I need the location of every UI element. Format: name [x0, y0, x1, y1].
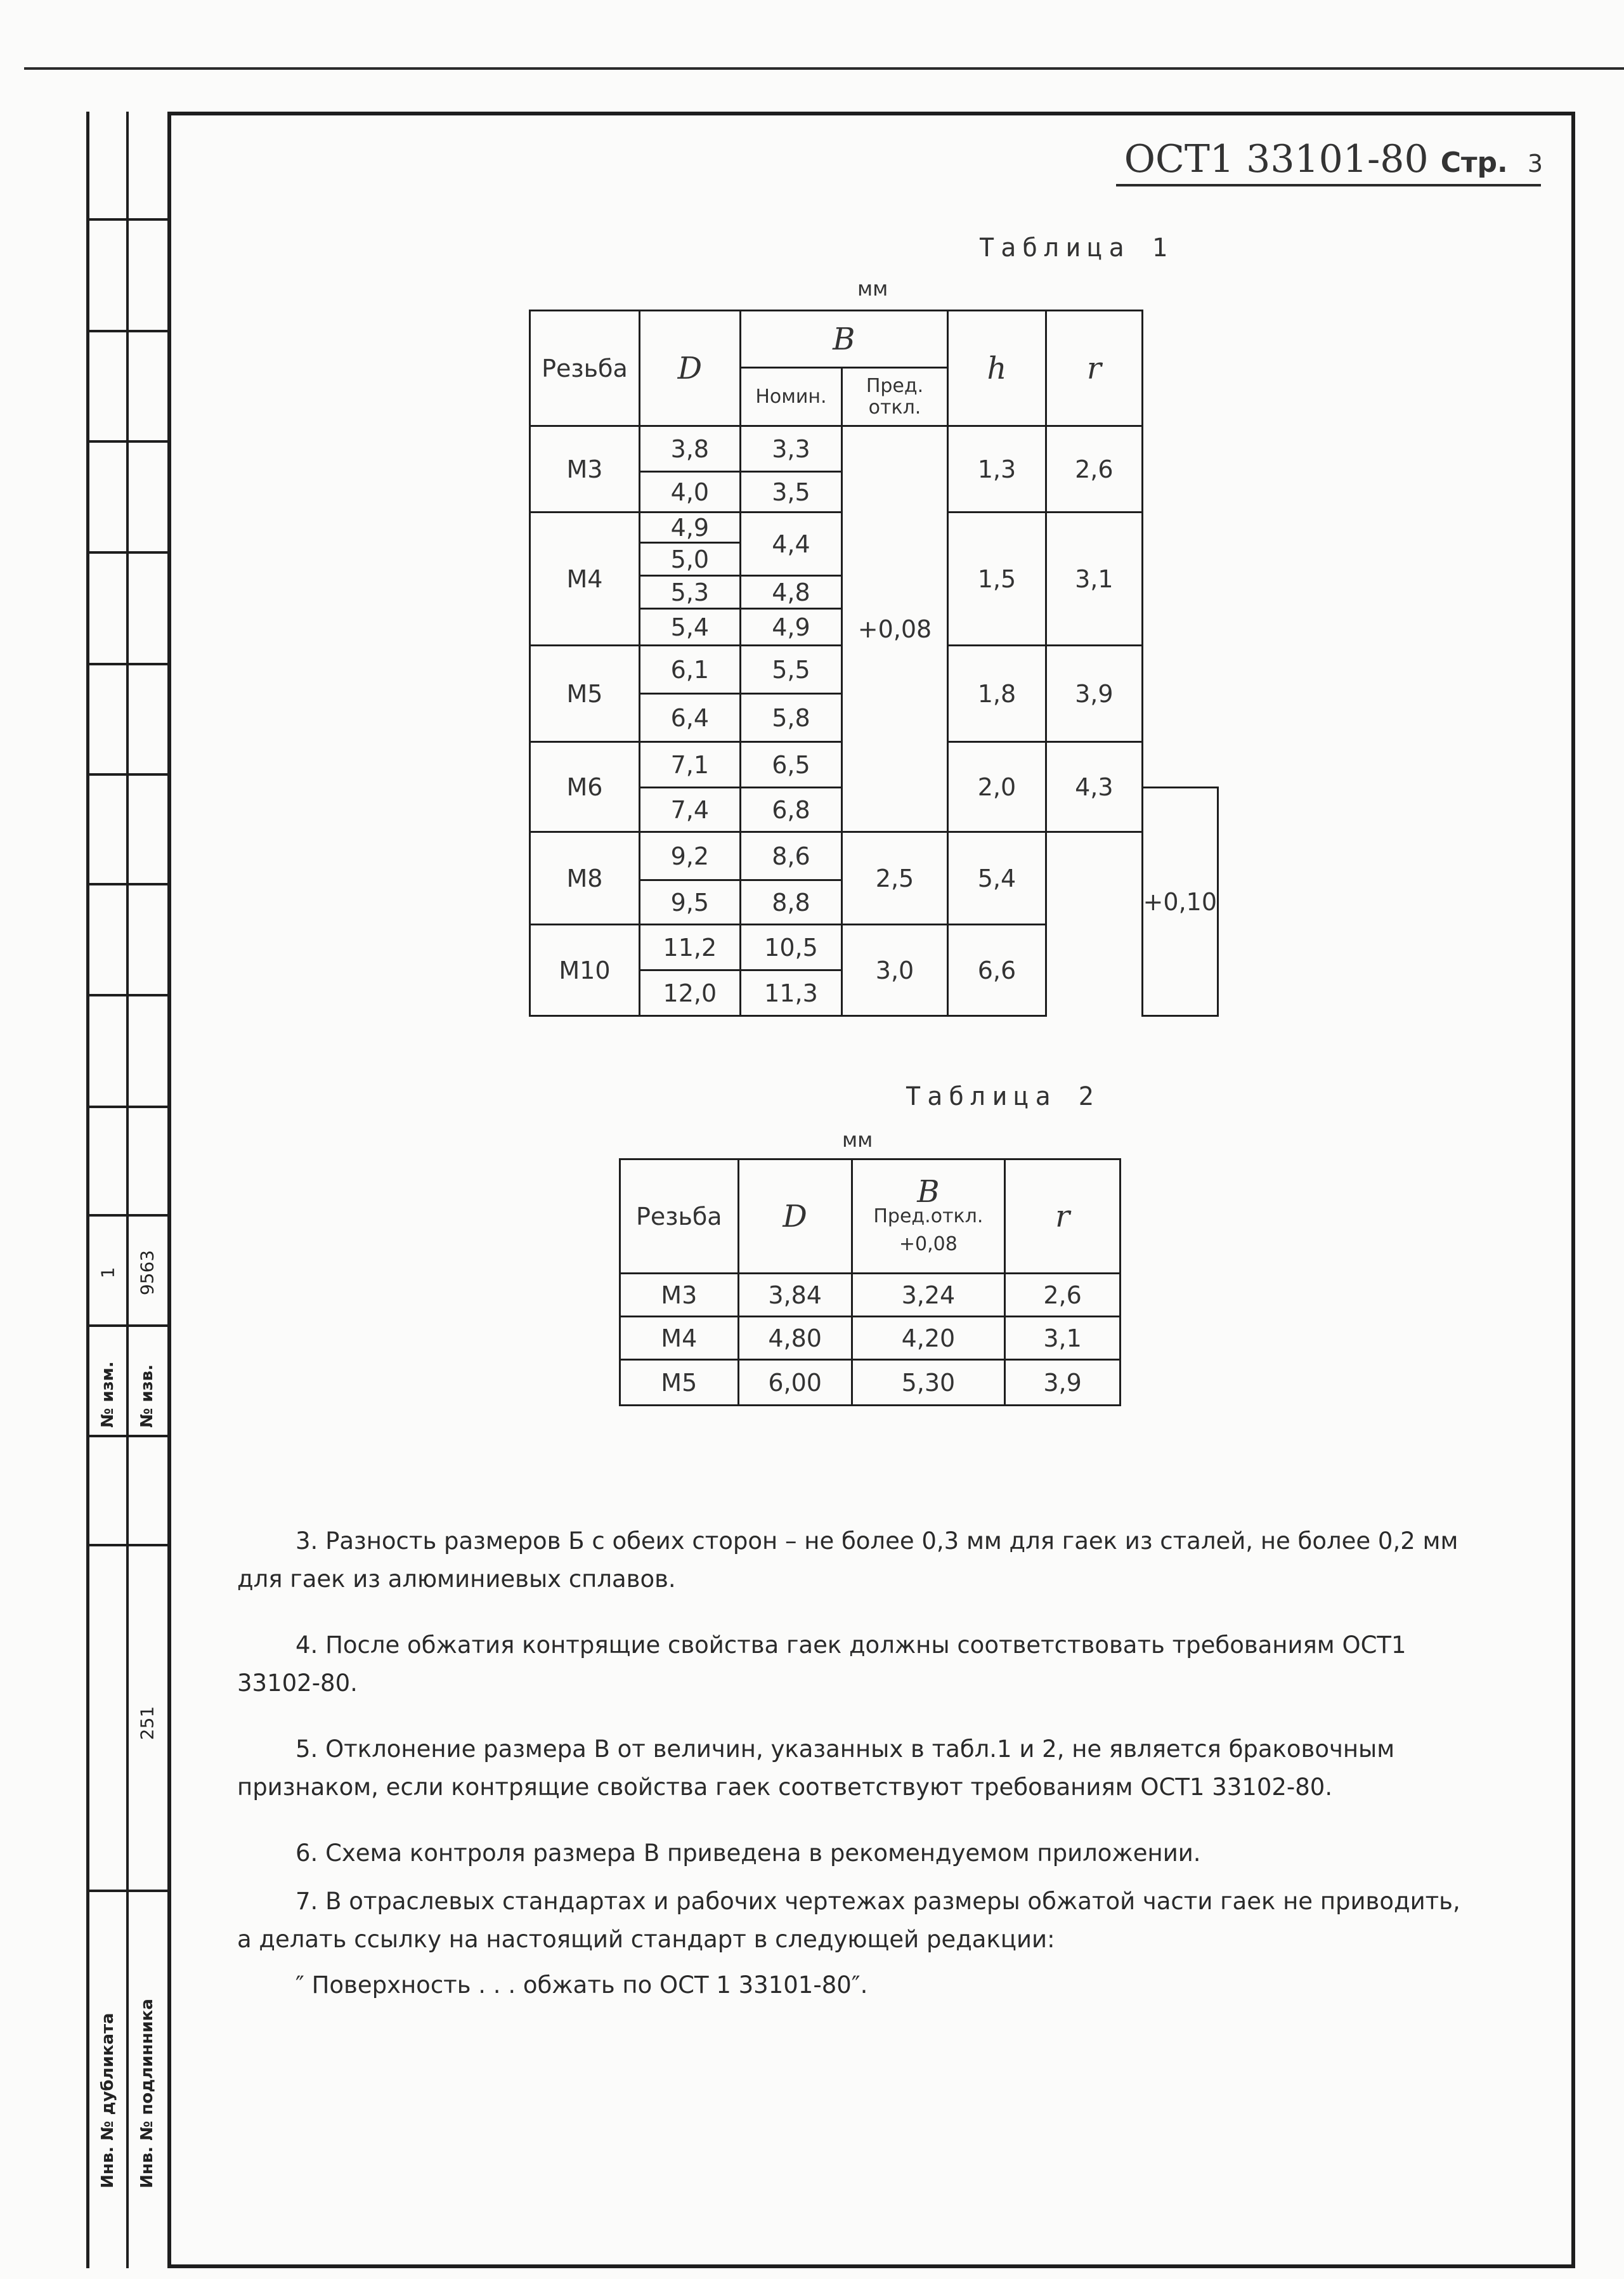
t2-d: 4,80	[738, 1317, 852, 1360]
t1-d: 5,0	[639, 543, 740, 576]
t1-d: 5,4	[639, 609, 740, 646]
t1-header-nomin: Номин.	[740, 368, 841, 426]
t2-header-rezba: Резьба	[620, 1159, 739, 1274]
table1-caption: Таблица 1	[979, 233, 1174, 263]
t1-r: 2,6	[1046, 426, 1142, 513]
t1-r: 4,3	[1046, 742, 1142, 832]
t1-h: 1,8	[947, 646, 1046, 742]
t1-h: 1,3	[947, 426, 1046, 513]
margin-izm-value: 1	[97, 1267, 119, 1279]
margin-rule	[86, 551, 167, 554]
margin-rule	[86, 1214, 167, 1217]
t1-r: 3,1	[1046, 513, 1142, 646]
t1-d: 4,0	[639, 472, 740, 513]
body-text	[237, 1522, 1467, 2032]
t1-d: 7,1	[639, 742, 740, 788]
table2-caption: Таблица 2	[906, 1082, 1100, 1111]
t2-b: 4,20	[852, 1317, 1004, 1360]
header-underline	[1116, 184, 1541, 186]
t1-d: 11,2	[639, 925, 740, 970]
t2-r: 2,6	[1005, 1274, 1121, 1317]
t1-rezba: M8	[530, 832, 640, 925]
t1-nomin: 4,8	[740, 576, 841, 609]
t1-h: 2,0	[947, 742, 1046, 832]
t1-d: 3,8	[639, 426, 740, 472]
margin-izv-value: 9563	[136, 1250, 158, 1296]
table1	[529, 310, 1219, 1017]
t2-d: 3,84	[738, 1274, 852, 1317]
margin-rule	[86, 1106, 167, 1108]
t1-nomin: 3,3	[740, 426, 841, 472]
t1-d: 4,9	[639, 513, 740, 543]
t2-header-d: D	[738, 1159, 852, 1274]
t1-nomin: 8,6	[740, 832, 841, 880]
paragraph-5: 5. Отклонение размера В от величин, указанных в табл.1 и 2, не является браковочным признаком, если контрящие свойства гаек соответствуют требованиям ОСТ1 33102-80.	[237, 1735, 1395, 1801]
t1-pred-2: +0,10	[1142, 788, 1218, 1016]
margin-rule	[86, 773, 167, 776]
t1-d: 12,0	[639, 970, 740, 1016]
t1-pred-1: +0,08	[842, 426, 948, 832]
t2-header-tol: +0,08	[899, 1232, 958, 1255]
page-top-rule	[24, 67, 1624, 70]
table2-unit: мм	[842, 1128, 873, 1152]
t2-b: 3,24	[852, 1274, 1004, 1317]
margin-rule	[86, 440, 167, 443]
t1-rezba: M3	[530, 426, 640, 513]
t1-nomin: 10,5	[740, 925, 841, 970]
margin-rule	[86, 1544, 167, 1546]
t2-rezba: M3	[620, 1274, 739, 1317]
t1-header-r: r	[1046, 311, 1142, 426]
page-label: Стр.	[1440, 147, 1508, 179]
margin-rule	[86, 883, 167, 885]
paragraph-6: 6. Схема контроля размера В приведена в рекомендуемом приложении.	[296, 1839, 1201, 1867]
t2-r: 3,1	[1005, 1317, 1121, 1360]
t1-d: 6,4	[639, 694, 740, 742]
t2-header-b-cell	[852, 1159, 1004, 1274]
t1-h: 1,5	[947, 513, 1046, 646]
margin-rule	[86, 1324, 167, 1327]
t2-rezba: M4	[620, 1317, 739, 1360]
t1-nomin: 4,4	[740, 513, 841, 576]
margin-rule	[86, 1435, 167, 1437]
margin-rule	[86, 994, 167, 996]
t1-h: 2,5	[842, 832, 948, 925]
t1-r: 5,4	[947, 832, 1046, 925]
t1-d: 9,2	[639, 832, 740, 880]
t1-rezba: M6	[530, 742, 640, 832]
table2	[619, 1158, 1121, 1406]
t1-d: 9,5	[639, 880, 740, 925]
paragraph-quote: ″ Поверхность . . . обжать по ОСТ 1 33101-80″.	[296, 1971, 868, 1999]
t1-nomin: 6,8	[740, 788, 841, 832]
t1-header-b: B	[740, 311, 947, 368]
t1-nomin: 5,5	[740, 646, 841, 694]
paragraph-3: 3. Разность размеров Б с обеих сторон – не более 0,3 мм для гаек из сталей, не более 0,2 мм для гаек из алюминиевых сплавов.	[237, 1527, 1458, 1593]
doc-header	[1124, 137, 1543, 181]
t1-nomin: 3,5	[740, 472, 841, 513]
t1-rezba: M5	[530, 646, 640, 742]
margin-rule	[86, 1890, 167, 1892]
t2-header-b: B	[917, 1173, 940, 1210]
paragraph-7: 7. В отраслевых стандартах и рабочих чертежах размеры обжатой части гаек не приводить, а делать ссылку на настоящий стандарт в следующей редакции:	[237, 1888, 1460, 1953]
paragraph-4: 4. После обжатия контрящие свойства гаек должны соответствовать требованиям ОСТ1 33102-80.	[237, 1631, 1406, 1697]
t1-header-d: D	[639, 311, 740, 426]
margin-column-divider	[126, 112, 129, 2268]
margin-dubl-label: Инв. № дубликата	[98, 2013, 117, 2188]
t1-nomin: 4,9	[740, 609, 841, 646]
t1-r: 3,9	[1046, 646, 1142, 742]
t1-nomin: 8,8	[740, 880, 841, 925]
margin-rule	[86, 663, 167, 665]
t2-r: 3,9	[1005, 1360, 1121, 1406]
t1-nomin: 6,5	[740, 742, 841, 788]
t2-b: 5,30	[852, 1360, 1004, 1406]
t1-rezba: M10	[530, 925, 640, 1016]
doc-code: ОСТ1 33101-80	[1124, 137, 1429, 181]
t2-d: 6,00	[738, 1360, 852, 1406]
margin-podl-label: Инв. № подлинника	[138, 1999, 157, 2188]
margin-izv-label: № изв.	[138, 1364, 157, 1428]
t1-nomin: 5,8	[740, 694, 841, 742]
t1-d: 6,1	[639, 646, 740, 694]
t1-nomin: 11,3	[740, 970, 841, 1016]
t1-header-rezba: Резьба	[530, 311, 640, 426]
t1-header-h: h	[947, 311, 1046, 426]
t1-h: 3,0	[842, 925, 948, 1016]
t1-r: 6,6	[947, 925, 1046, 1016]
page-number: 3	[1527, 150, 1543, 178]
t2-header-r: r	[1005, 1159, 1121, 1274]
t2-header-pred: Пред.откл.	[873, 1205, 984, 1227]
margin-izm-label: № изм.	[98, 1361, 117, 1428]
t2-rezba: M5	[620, 1360, 739, 1406]
t1-d: 5,3	[639, 576, 740, 609]
margin-number-251: 251	[136, 1706, 158, 1740]
margin-rule	[86, 330, 167, 332]
t1-rezba: M4	[530, 513, 640, 646]
t1-header-pred: Пред. откл.	[842, 368, 948, 426]
table1-unit: мм	[857, 277, 888, 301]
t1-d: 7,4	[639, 788, 740, 832]
margin-rule	[86, 218, 167, 221]
